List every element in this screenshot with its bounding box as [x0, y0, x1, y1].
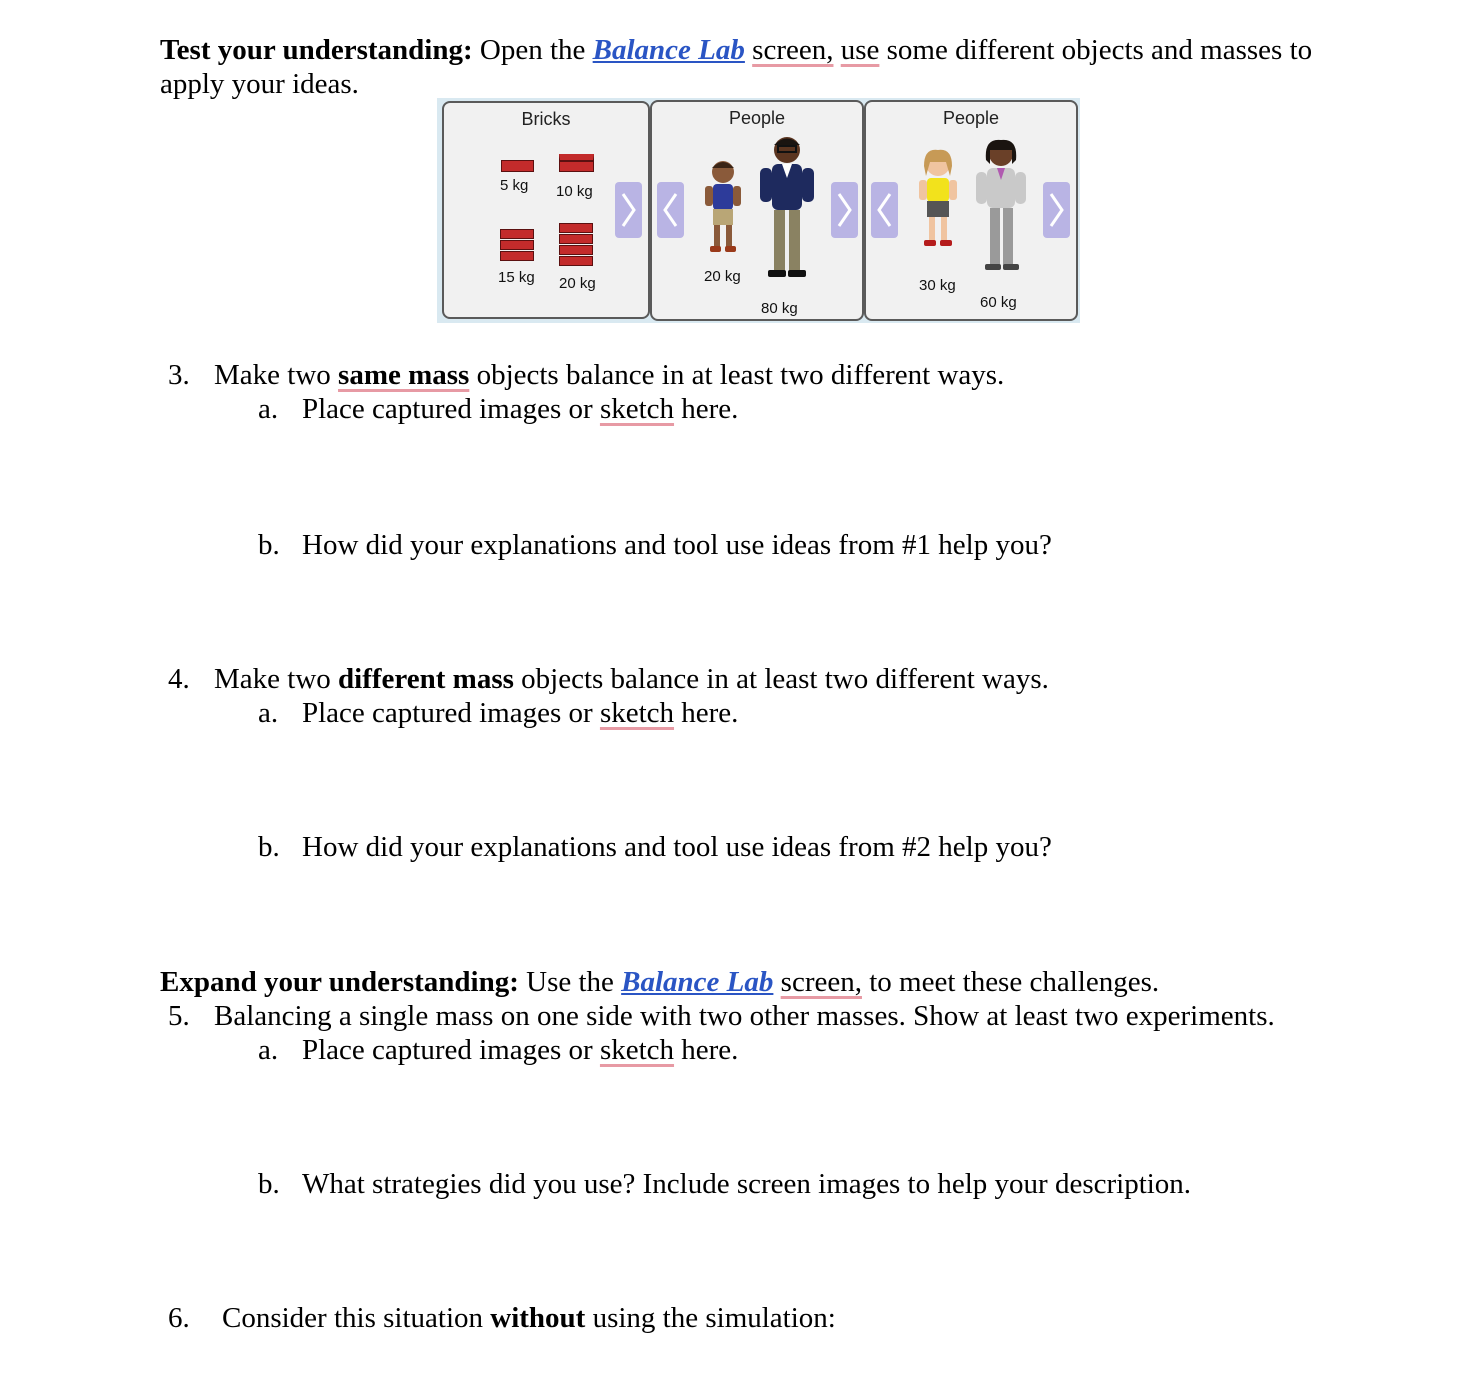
intro-line-2: apply your ideas. [160, 68, 359, 100]
expand-line [160, 965, 1159, 999]
q4-text-2: objects balance in at least two different ways. [521, 663, 1049, 695]
q4b-label: b. [258, 831, 280, 863]
q4-bold: different mass [338, 663, 514, 695]
q4b-text: How did your explanations and tool use ideas from #2 help you? [302, 831, 1052, 863]
q4-number: 4. [168, 663, 190, 695]
expand-text-1: Use the [526, 966, 614, 998]
q3b-text: How did your explanations and tool use ideas from #1 help you? [302, 529, 1052, 561]
intro-word-screen: screen, [752, 34, 834, 66]
q4a-label: a. [258, 697, 279, 729]
q6-bold: without [490, 1302, 586, 1334]
man-figure[interactable] [752, 132, 822, 292]
q3-number: 3. [168, 359, 190, 391]
q5b-label: b. [258, 1168, 280, 1200]
left-chevron-icon[interactable] [657, 182, 684, 238]
man-80kg-label: 80 kg [761, 300, 798, 317]
q4-line [168, 662, 1049, 696]
brick-15kg-label: 15 kg [498, 269, 535, 286]
q6-number: 6. [168, 1302, 190, 1334]
balance-lab-link-2[interactable]: Balance Lab [621, 966, 774, 998]
brick-10kg-label: 10 kg [556, 183, 593, 200]
woman-60kg-label: 60 kg [980, 294, 1017, 311]
q5-text: Balancing a single mass on one side with two other masses. Show at least two experiments. [214, 1000, 1275, 1032]
q4a-text-1: Place captured images or [302, 697, 593, 729]
brick-5kg-label: 5 kg [500, 177, 529, 194]
expand-heading: Expand your understanding: [160, 966, 519, 998]
q6-text-2: using the simulation: [592, 1302, 836, 1334]
q4a-squig: sketch [599, 697, 675, 729]
q5a-squig: sketch [599, 1034, 675, 1066]
q3b-label: b. [258, 529, 280, 561]
q4a-text-2: here. [681, 697, 739, 729]
intro-line-1 [160, 33, 1312, 67]
expand-word-screen: screen, [780, 966, 862, 998]
boy-figure[interactable] [698, 156, 748, 276]
right-chevron-icon[interactable] [615, 182, 642, 238]
brick-15kg[interactable] [500, 229, 534, 261]
brick-10kg[interactable] [559, 154, 594, 172]
q4a-line [258, 696, 738, 730]
q6-line [168, 1301, 836, 1335]
q5a-line [258, 1033, 738, 1067]
brick-20kg[interactable] [559, 223, 593, 267]
q3-line [168, 358, 1004, 392]
bricks-panel-title: Bricks [521, 109, 571, 129]
intro-text-2: some different objects and masses to [886, 34, 1313, 66]
q6-text-1: Consider this situation [222, 1302, 483, 1334]
q5b-text: What strategies did you use? Include screen images to help your description. [302, 1168, 1192, 1200]
brick-20kg-label: 20 kg [559, 275, 596, 292]
q3a-line [258, 392, 738, 426]
expand-text-2: to meet these challenges. [869, 966, 1160, 998]
brick-5kg[interactable] [501, 160, 534, 172]
boy-20kg-label: 20 kg [704, 268, 741, 285]
girl-figure[interactable] [910, 146, 966, 276]
intro-heading: Test your understanding: [160, 34, 473, 66]
q5b-line [258, 1167, 1191, 1201]
people-panel-2-title: People [942, 108, 1000, 128]
intro-word-use: use [840, 34, 880, 66]
right-chevron-icon-3[interactable] [1043, 182, 1070, 238]
q3-text-1: Make two [214, 359, 331, 391]
q5a-text-2: here. [681, 1034, 739, 1066]
balance-lab-link[interactable]: Balance Lab [592, 34, 745, 66]
q5-number: 5. [168, 1000, 190, 1032]
sim-strip [437, 98, 1080, 323]
q3-bold: same mass [338, 359, 470, 391]
intro-text-1: Open the [479, 34, 586, 66]
q5a-label: a. [258, 1034, 279, 1066]
q3-text-2: objects balance in at least two different ways. [476, 359, 1005, 391]
left-chevron-icon-2[interactable] [871, 182, 898, 238]
q3b-line [258, 528, 1052, 562]
q3a-text-2: here. [681, 393, 739, 425]
woman-figure[interactable] [968, 136, 1034, 286]
right-chevron-icon-2[interactable] [831, 182, 858, 238]
q5a-text-1: Place captured images or [302, 1034, 593, 1066]
people-panel-1-title: People [728, 108, 786, 128]
q5-line [168, 999, 1275, 1033]
q3a-text-1: Place captured images or [302, 393, 593, 425]
q4b-line [258, 830, 1052, 864]
q4-text-1: Make two [214, 663, 331, 695]
q3a-squig: sketch [599, 393, 675, 425]
q3a-label: a. [258, 393, 279, 425]
girl-30kg-label: 30 kg [919, 277, 956, 294]
